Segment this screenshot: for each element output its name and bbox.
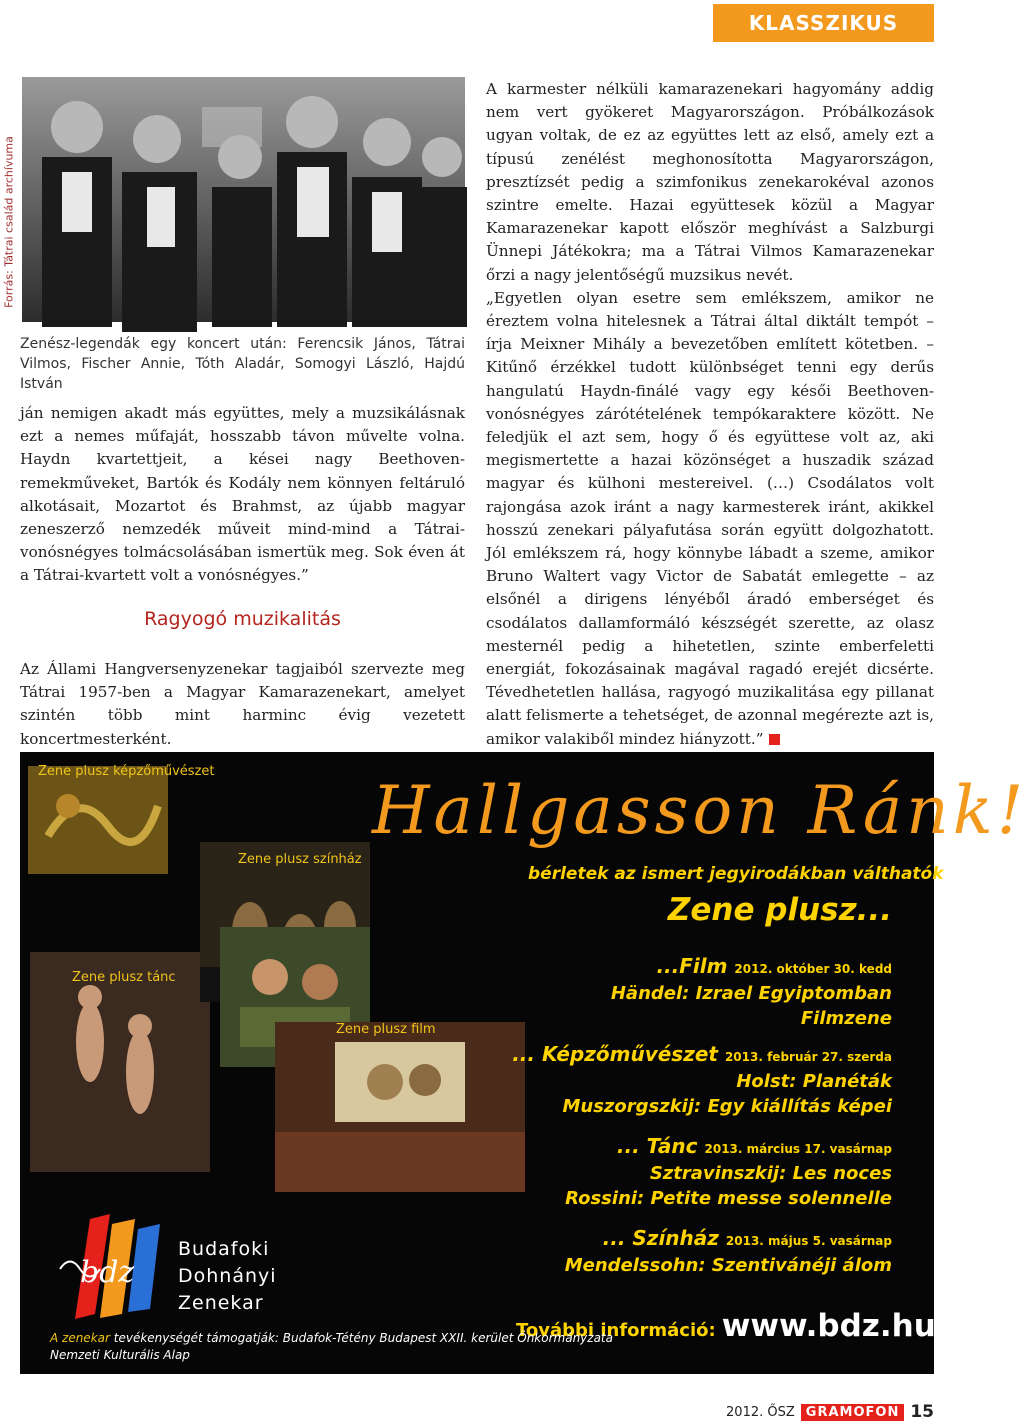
article-right: [486, 78, 934, 751]
magazine-brand: GRAMOFON: [801, 1404, 905, 1421]
paragraph: A karmester nélküli kamarazenekari hagyomány addig nem vert gyökeret Magyarországon. Próbálkozások ugyan voltak, de ez az együttes lett az első, amely ezt a típusú zenélést meghonosította Magyarországon, presztízsét pedig a szimfonikus zenekarokéval azonos szintre emelte. Hazai együttesek közül a Magyar Kamarazenekar kapott először meghívást a Salzburgi Ünnepi Játékokra; ma a Tátrai Vilmos Kamarazenekar őrzi a nagy jelentőségű muzsikus nevét.: [486, 80, 934, 284]
tile-tanc: [30, 952, 210, 1172]
event-film: ...Film 2012. október 30. kedd Händel: Izrael Egyiptomban Filmzene: [610, 954, 892, 1029]
sponsor-note: A zenekar tevékenységét támogatják: Budafok-Tétény Budapest XXII. kerület Önkormányzata Nemzeti Kulturális Alap: [50, 1331, 613, 1362]
section-tag: KLASSZIKUS: [713, 4, 934, 42]
tile-kepzomuveszet: [28, 766, 168, 874]
end-mark-icon: [769, 734, 780, 745]
subscription-note: bérletek az ismert jegyirodákban válthatók: [528, 864, 944, 884]
tile-label-tanc: Zene plusz tánc: [72, 970, 176, 985]
subheading: Ragyogó muzikalitás: [144, 608, 341, 630]
photo-credit: Forrás: Tátrai család archívuma: [2, 136, 16, 308]
paragraph: „Egyetlen olyan esetre sem emlékszem, amikor ne éreztem volna hitelesnek a Tátrai által diktált tempót – írja Meixner Mihály a bevezetőben említett kötetben. – Kitűnő érzékkel tudott különbséget tenni egy derűs hangulatú Haydn-finálé vagy egy késői Beethoven-vonósnégyes zárótételének tempókaraktere között. Ne feledjük el azt sem, hogy ő és együttese volt az, aki megismertette a hazai közönséget a huszadik század magyar és külhoni mestereivel. (…) Csodálatos volt rajongása azok iránt a nagy karmesterek iránt, akikkel hosszú zenekari pályafutása során együtt dolgozhatott. Jól emlékszem rá, hogy könnybe lábadt a szeme, amikor Bruno Waltert vagy Victor de Sabatát emlegette – az elsőnél a dirigens lényéből áradó emberséget és csodálatos dallamformáló készségét szerette, az olasz mesternél pedig a hihetetlen, szinte emberfeletti energiát, fokozásainak magával ragadó erejét dicsérte. Tévedhetetlen hallása, ragyogó muzikalitása egy pillanat alatt felismerte a tehetséget, de azonnal megérezte azt is, amikor valakiből mindez hiányzott.”: [486, 288, 934, 748]
issue-season: 2012. ŐSZ: [726, 1404, 795, 1420]
event-tanc: ... Tánc 2013. március 17. vasárnap Sztravinszkij: Les noces Rossini: Petite messe solennelle: [565, 1134, 892, 1209]
article-left-bottom: [20, 658, 465, 751]
tile-label-szinhaz: Zene plusz színház: [238, 852, 362, 867]
paragraph: ján nemigen akadt más együttes, mely a muzsikálásnak ezt a nemes műfaját, hosszabb távon művelte volna. Haydn kvartettjeit, a kései nagy Beethoven-remekműveket, Bartók és Kodály nem könnyen feltáruló alkotásait, Mozartot és Brahmst, az újabb magyar zeneszerző nemzedék műveit mind-mind a Tátrai-vonósnégyes tolmácsolásában ismertük meg. Sok éven át a Tátrai-kvartett volt a vonósnégyes.”: [20, 404, 465, 585]
tile-film-concert: [275, 1022, 525, 1192]
article-left-top: [20, 402, 465, 588]
event-szinhaz: ... Színház 2013. május 5. vasárnap Mendelssohn: Szentivánéji álom: [564, 1226, 892, 1276]
ad-headline: Hallgasson Ránk!: [372, 772, 1027, 849]
paragraph: Az Állami Hangversenyzenekar tagjaiból szervezte meg Tátrai 1957-ben a Magyar Kamarazenekart, amelyet szintén több mint harminc évig vezetett koncertmesterként.: [20, 660, 465, 748]
page-footer: [726, 1402, 934, 1422]
event-kepzomuveszet: ... Képzőművészet 2013. február 27. szerda Holst: Planéták Muszorgszkij: Egy kiállítás képei: [512, 1042, 892, 1117]
concert-advertisement: [20, 752, 1027, 1374]
tile-label-film: Zene plusz film: [336, 1022, 436, 1037]
tile-label-kepzomuveszet: Zene plusz képzőművészet: [38, 764, 215, 779]
bdz-logo: [50, 1214, 170, 1324]
historical-photo: [22, 77, 465, 322]
more-info: További információ: www.bdz.hu: [516, 1308, 936, 1344]
photo-caption: Zenész-legendák egy koncert után: Ferencsik János, Tátrai Vilmos, Fischer Annie, Tóth Aladár, Somogyi László, Hajdú István: [20, 336, 465, 392]
orchestra-name: Budafoki Dohnányi Zenekar: [178, 1238, 277, 1314]
svg-text:bdz: bdz: [80, 1255, 135, 1290]
series-title: Zene plusz...: [667, 892, 892, 928]
page-number: 15: [910, 1402, 934, 1422]
website-link[interactable]: www.bdz.hu: [721, 1308, 936, 1344]
